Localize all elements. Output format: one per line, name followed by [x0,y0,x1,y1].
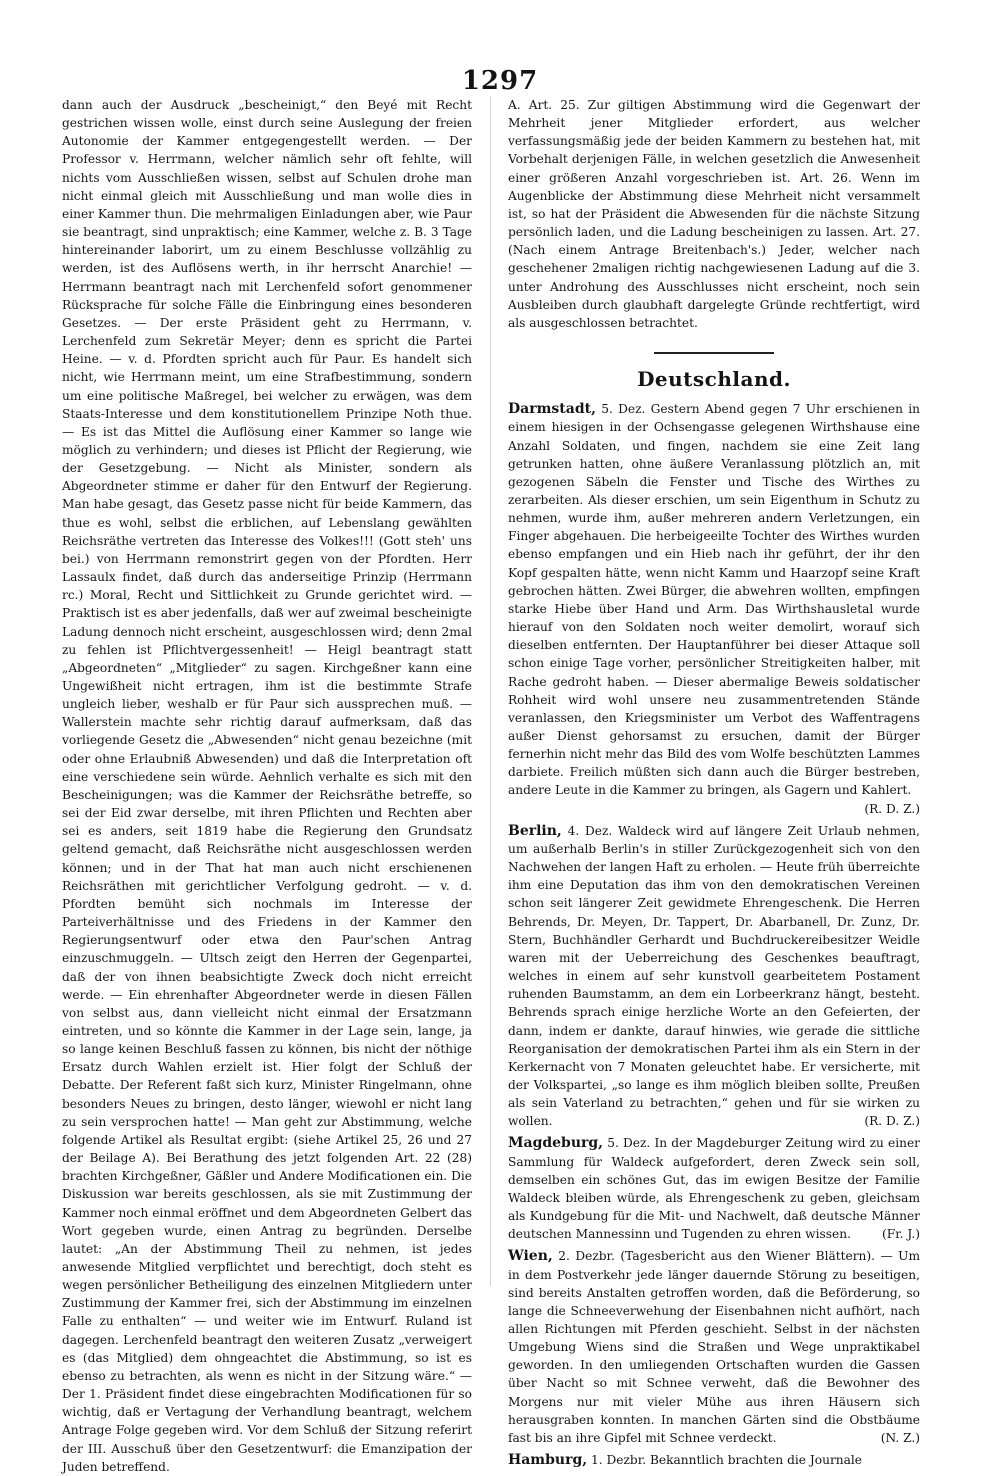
section-title-deutschland: Deutschland. [637,367,791,392]
column-divider [490,96,491,1286]
section-rule [654,352,774,354]
right-column [508,96,921,1469]
dateline-darmstadt: Darmstadt, [508,401,596,418]
source-credit: (R. D. Z.) [864,1114,920,1129]
source-credit: (R. D. Z.) [864,801,920,816]
source-credit: (N. Z.) [880,1430,920,1445]
left-column [62,96,472,1474]
report-text: 2. Dezbr. (Tagesbericht aus den Wiener Blättern). — Um in dem Postverkehr jede länger dauernde Störung zu beseitigen, sind bereits Anstalten getroffen worden, daß die Beförderung, so lange die Schneeverwehung der Eisenbahnen nicht aufhört, nach allen Richtungen mit Pferden geschieht. Selbst in der nächsten Umgebung Wiens sind die Straßen und Wege unpraktikabel geworden. In den umliegenden Ortschaften wurden die Gassen über Nacht so mit Schnee verweht, daß die Bewohner des Morgens nur mit vieler Mühe aus ihren Häusern sich herausgraben konnten. In manchen Gärten sind die Obstbäume fast bis an ihre Gipfel mit Schnee verdeckt. [508,1249,921,1445]
left-column-text: dann auch der Ausdruck „bescheinigt,“ den Beyé mit Recht gestrichen wissen wolle, einst durch seine Auslegung der freien Autonomie der Kammer entgegengestellt werden. — Der Professor v. Herrmann, welcher nämlich sehr oft fehlte, will nichts vom Ausschließen wissen, selbst auf Schulen drohe man nicht einmal gleich mit Ausschließung und man wolle dies in einer Kammer thun. Die mehrmaligen Einladungen aber, wie Paur sie beantragt, sind unpraktisch; eine Kammer, welche z. B. 3 Tage hintereinander laborirt, um zu einem Beschlusse vollzählig zu werden, ist des Auflösens werth, in ihr herrscht Anarchie! — Herrmann beantragt nach mit Lerchenfeld sofort genommener Rücksprache für solche Fälle die Einbringung eines besonderen Gesetzes. — Der erste Präsident geht zu Herrmann, v. Lerchenfeld zum Sekretär Meyer; denn es spricht die Partei Heine. — v. d. Pfordten spricht auch für Paur. Es handelt sich nicht, wie Herrmann meint, um eine Strafbestimmung, sondern um eine politische Maßregel, bei welcher zu erwägen, was dem Staats-Interesse und dem konstitutionellem Prinzipe Noth thue. — Es ist das Mittel die Auflösung einer Kammer so lange wie möglich zu verhindern; und dieses ist Pflicht der Regierung, wie der Gesetzgebung. — Nicht als Minister, sondern als Abgeordneter stimme er daher für den Entwurf der Regierung. Man habe gesagt, das Gesetz passe nicht für beide Kammern, das thue es wohl, selbst die erblichen, auf Lebenslang gewählten Reichsräthe vertreten das Interesse des Volkes!!! (Gott steh' uns bei.) von Herrmann remonstrirt gegen von der Pfordten. Herr Lassaulx findet, daß durch das anderseitige Prinzip (Herrmann rc.) Moral, Recht und Sittlichkeit zu Grunde gerichtet wird. — Praktisch ist es aber jedenfalls, daß wer auf zweimal bescheinigte Ladung dennoch nicht erscheint, ausgeschlossen wird; denn 2mal zu fehlen ist Pflichtvergessenheit! — Heigl beantragt statt „Abgeordneten“ „Mitglieder“ zu sagen. Kirchgeßner kann eine Ungewißheit nicht ertragen, ihm ist die bestimmte Strafe ungleich lieber, weshalb er für Paur sich aussprechen muß. — Wallerstein machte sehr richtig darauf aufmerksam, daß das vorliegende Gesetz die „Abwesenden“ nicht genau bezeichne (mit oder ohne Erlaubniß Abwesenden) und daß die Interpretation oft eine verschiedene sein würde. Aehnlich verhalte es sich mit den Bescheinigungen; was die Kammer der Reichsräthe betreffe, so sei der Eid zwar derselbe, mit ihren Pflichten und Rechten aber sei es anders, seit 1819 habe die Regierung den Grundsatz geltend gemacht, daß Reichsräthe nicht ausgeschlossen werden können; und in der That hat man auch nicht erschienenen Reichsräthen mit gerichtlicher Verfolgung gedroht. — v. d. Pfordten bemüht sich nochmals im Interesse der Parteiverhältnisse und des Friedens in der Kammer den Regierungsentwurf oder etwa den Paur'schen Antrag einzuschmuggeln. — Ultsch zeigt den Herren der Gegenpartei, daß der von ihnen beabsichtigte Zweck doch nicht erreicht werde. — Ein ehrenhafter Abgeordneter werde in diesen Fällen von selbst aus, dann vielleicht nicht einmal der Ersatzmann eintreten, und so könnte die Kammer in der Lage sein, lange, ja so lange keinen Beschluß fassen zu können, bis nicht der nöthige Ersatz durch Wahlen erzielt ist. Hier folgt der Schluß der Debatte. Der Referent faßt sich kurz, Minister Ringelmann, ohne besonders Neues zu bringen, desto länger, wiewohl er nicht lang zu sein versprochen hatte! — Man geht zur Abstimmung, welche folgende Artikel als Resultat ergibt: (siehe Artikel 25, 26 und 27 der Beilage A). Bei Berathung des jetzt folgenden Art. 22 (28) brachten Kirchgeßner, Gäßler und Andere Modificationen ein. Die Diskussion war bereits geschlossen, als sie mit Zustimmung der Kammer noch einmal eröffnet und dem Abgeordneten Gelbert das Wort gegeben wurde, einen Antrag zu begründen. Derselbe lautet: „An der Abstimmung Theil zu nehmen, ist jedes anwesende Mitglied verpflichtet und berechtigt, doch steht es wegen persönlicher Betheiligung des einzelnen Mitgliedern unter Zustimmung der Kammer frei, sich der Abstimmung im einzelnen Falle zu enthalten“ — und weiter wie im Entwurf. Ruland ist dagegen. Lerchenfeld beantragt den weiteren Zusatz „verweigert es (das Mitglied) dem ohngeachtet die Abstimmung, so ist es ebenso zu betrachten, als wenn es nicht in der Sitzung wäre.“ — Der 1. Präsident findet diese eingebrachten Modificationen für so wichtig, daß er Vertagung der Verhandlung beantragt, welchem Antrage Folge gegeben wird. Vor dem Schluß der Sitzung referirt der III. Ausschuß über den Gesetzentwurf: die Emanzipation der Juden betreffend. [62,98,472,1474]
dateline-magdeburg: Magdeburg, [508,1135,604,1152]
dateline-wien: Wien, [508,1248,553,1265]
report-text: 5. Dez. Gestern Abend gegen 7 Uhr erschienen in einem hiesigen in der Ochsengasse gelegenen Wirthshause eine Anzahl Soldaten, und fingen, nachdem sie eine Zeit lang getrunken hatten, ohne äußere Veranlassung plötzlich an, mit gezogenen Säbeln die Fenster und Tische des Wirthes zu zerarbeiten. Als dieser erschien, um sein Eigenthum in Schutz zu nehmen, wurde ihm, außer mehreren andern Verletzungen, ein Finger abgehauen. Die herbeigeeilte Tochter des Wirthes wurden ebenso empfangen und ein Hieb nach ihr geführt, der ihr den Kopf gespalten hätte, wenn nicht Kamm und Haarzopf seine Kraft gebrochen hätten. Zwei Bürger, die abwehren wollten, empfingen starke Hiebe über Hand und Arm. Das Wirthshausletal wurde hierauf von den Soldaten noch weiter demolirt, worauf sich dieselben entfernten. Der Hauptanführer bei dieser Attaque soll schon einige Tage vorher, persönlicher Streitigkeiten halber, mit Rache gedroht haben. — Dieser abermalige Beweis soldatischer Rohheit wird wohl unsere neu zusammentretenden Stände veranlassen, den Kriegsminister um Verbot des Waffentragens außer Dienst gehorsamst zu ersuchen, damit der Bürger fernerhin nicht mehr das Bild des vom Wolfe beschützten Lammes darbiete. Freilich müßten sich dann auch die Bürger bestreben, andere Leute in die Kammer zu bringen, als Gagern und Kahlert. [508,402,920,798]
report-text: 1. Dezbr. Bekanntlich brachten die Journale [591,1453,863,1468]
articles-25-27-text: A. Art. 25. Zur giltigen Abstimmung wird die Gegenwart der Mehrheit jener Mitglieder erfordert, aus welcher verfassungsmäßig jede der beiden Kammern zu bestehen hat, mit Vorbehalt derjenigen Fälle, in welchen gesetzlich die Anwesenheit einer größeren Anzahl vorgeschrieben ist. Art. 26. Wenn im Augenblicke der Abstimmung diese Mehrheit nicht versammelt ist, so hat der Präsident die Abwesenden für die nächste Sitzung persönlich laden, und die Ladung bescheinigen zu lassen. Art. 27. (Nach einem Antrage Breitenbach's.) Jeder, welcher nach geschehener 2maligen richtig nachgewiesenen Ladung auf die 3. unter Androhung des Ausschlusses nicht erscheint, noch sein Ausbleiben durch glaubhaft dargelegte Gründe rechtfertigt, wird als ausgeschlossen betrachtet. [508,98,920,330]
source-credit: (Fr. J.) [881,1227,920,1242]
report-wien [508,1247,920,1447]
report-darmstadt [508,400,920,818]
report-magdeburg [508,1134,920,1243]
report-text: 5. Dez. In der Magdeburger Zeitung wird zu einer Sammlung für Waldeck aufgefordert, deren Zweck sein soll, demselben ein schönes Gut, das im ewigen Besitze der Familie Waldeck bleiben würde, als Ehrengeschenk zu geben, gleichsam als Kundgebung für die Mit- und Nachwelt, daß deutsche Männer deutschen Mannessinn und Tugenden zu ehren wissen. [508,1136,921,1242]
report-hamburg [508,1451,920,1469]
report-text: 4. Dez. Waldeck wird auf längere Zeit Urlaub nehmen, um außerhalb Berlin's in stiller Zurückgezogenheit sich von den Nachwehen der langen Haft zu erholen. — Heute früh überreichte ihm eine Deputation das ihm von den demokratischen Vereinen schon seit längerer Zeit gewidmete Ehrengeschenk. Die Herren Behrends, Dr. Meyen, Dr. Tappert, Dr. Abarbanell, Dr. Zunz, Dr. Stern, Buchhändler Gerhardt und Buchdruckereibesitzer Weidle waren mit der Ueberreichung des Geschenkes beauftragt, welches in einem auf sehr kunstvoll gearbeitetem Postament ruhenden Baumstamm, an dem ein Lorbeerkranz hängt, besteht. Behrends sprach einige herzliche Worte an den Gefeierten, der dann, indem er dankte, darauf hinwies, wie gerade die sittliche Reorganisation der demokratischen Partei ihm als ein Stern in der Kerkernacht von 7 Monaten geleuchtet habe. Er versicherte, mit der Volkspartei, „so lange es ihm möglich bleiben sollte, Preußen als sein Vaterland zu betrachten,“ gehen und für sie wirken zu wollen. [508,823,920,1129]
report-berlin [508,822,920,1131]
page-number: 1297 [461,66,539,96]
dateline-berlin: Berlin, [508,822,562,839]
dateline-hamburg: Hamburg, [508,1452,588,1469]
